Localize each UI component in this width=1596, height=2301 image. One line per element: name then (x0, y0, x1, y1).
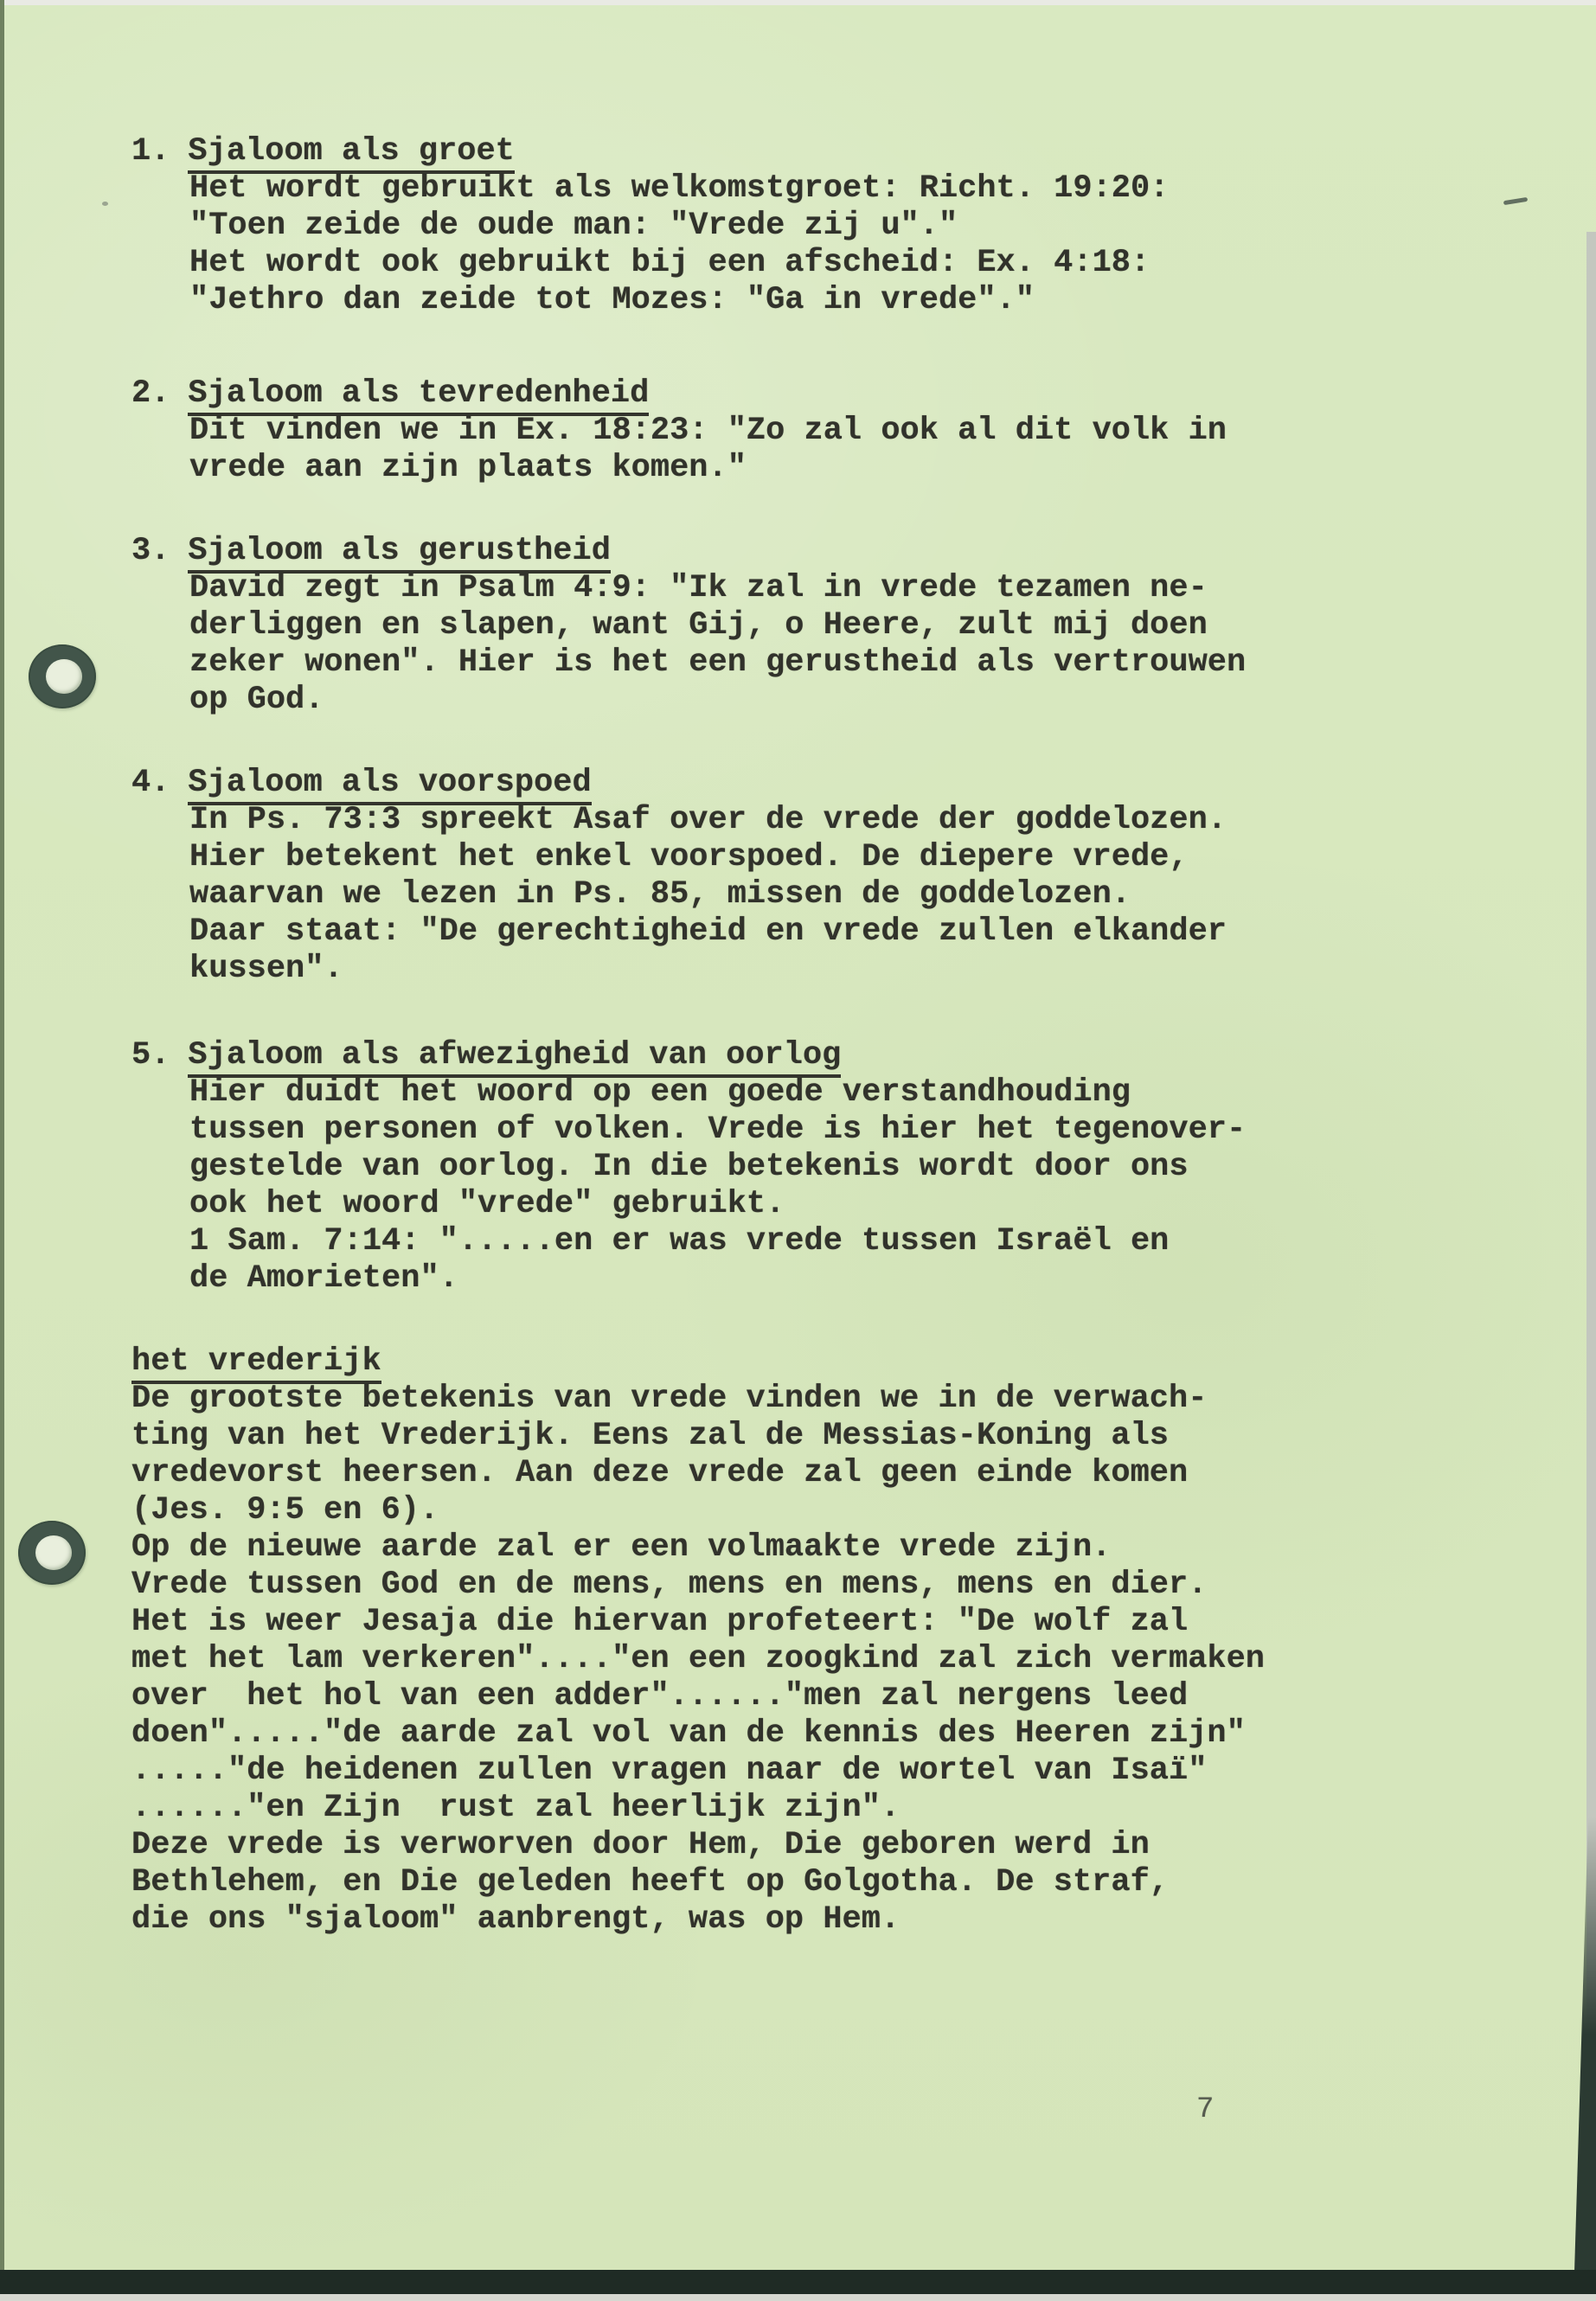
section-number: 4. (131, 765, 170, 801)
text-line: vrede aan zijn plaats komen." (189, 450, 747, 486)
text-line: vredevorst heersen. Aan deze vrede zal geen einde komen (131, 1455, 1189, 1491)
text-line: "Toen zeide de oude man: "Vrede zij u"." (189, 208, 958, 244)
text-line: derliggen en slapen, want Gij, o Heere, zult mij doen (189, 607, 1208, 644)
text-line: Hier duidt het woord op een goede verstandhouding (189, 1074, 1131, 1111)
text-line: de Amorieten". (189, 1260, 458, 1297)
section-heading-row (131, 1343, 1265, 1381)
text-line: tussen personen of volken. Vrede is hier het tegenover- (189, 1112, 1247, 1148)
scan-edge-bottom (0, 2270, 1596, 2294)
text-line: In Ps. 73:3 spreekt Asaf over de vrede der goddelozen. (189, 802, 1227, 838)
section-heading: Sjaloom als voorspoed (188, 765, 591, 805)
text-line: kussen". (189, 951, 343, 987)
section-number: 1. (131, 133, 170, 170)
text-line: ....."de heidenen zullen vragen naar de wortel van Isaï" (131, 1753, 1208, 1789)
section-heading: het vrederijk (131, 1343, 381, 1384)
section-heading: Sjaloom als gerustheid (188, 533, 610, 574)
text-line: Deze vrede is verworven door Hem, Die geboren werd in (131, 1827, 1150, 1863)
section (131, 375, 1227, 487)
text-line: ook het woord "vrede" gebruikt. (189, 1186, 785, 1222)
hole-punch (18, 1521, 86, 1585)
page-number: 7 (1196, 2093, 1215, 2126)
section-heading-row (131, 533, 1246, 570)
text-line: waarvan we lezen in Ps. 85, missen de goddelozen. (189, 876, 1131, 913)
section (131, 1037, 1246, 1298)
text-line: ting van het Vrederijk. Eens zal de Messias-Koning als (131, 1418, 1169, 1454)
text-line: Vrede tussen God en de mens, mens en mens, mens en dier. (131, 1567, 1208, 1603)
text-line: Daar staat: "De gerechtigheid en vrede zullen elkander (189, 913, 1227, 950)
text-line: Bethlehem, en Die geleden heeft op Golgotha. De straf, (131, 1864, 1169, 1900)
text-line: Hier betekent het enkel voorspoed. De diepere vrede, (189, 839, 1189, 875)
text-line: doen"....."de aarde zal vol van de kennis des Heeren zijn" (131, 1715, 1246, 1752)
section-heading-row (131, 1037, 1246, 1074)
section (131, 533, 1246, 719)
section-heading: Sjaloom als afwezigheid van oorlog (188, 1037, 841, 1078)
section-heading-row (131, 375, 1227, 413)
section-heading-row (131, 765, 1227, 802)
text-line: met het lam verkeren"...."en een zoogkind zal zich vermaken (131, 1641, 1266, 1677)
text-line: die ons "sjaloom" aanbrengt, was op Hem. (131, 1901, 901, 1938)
section-number: 3. (131, 533, 170, 569)
text-line: De grootste betekenis van vrede vinden we in de verwach- (131, 1381, 1208, 1417)
pen-mark (1503, 197, 1528, 205)
text-line: "Jethro dan zeide tot Mozes: "Ga in vrede"." (189, 282, 1035, 318)
text-line: gestelde van oorlog. In die betekenis wordt door ons (189, 1149, 1189, 1185)
section-heading-row (131, 133, 1169, 170)
text-line: Het wordt gebruikt als welkomstgroet: Richt. 19:20: (189, 170, 1170, 207)
text-line: op God. (189, 682, 324, 718)
text-line: 1 Sam. 7:14: ".....en er was vrede tussen Israël en (189, 1223, 1170, 1259)
section (131, 1343, 1265, 1939)
text-line: Het wordt ook gebruikt bij een afscheid: Ex. 4:18: (189, 245, 1151, 281)
section-heading: Sjaloom als groet (188, 133, 514, 174)
text-line: Het is weer Jesaja die hiervan profeteert: "De wolf zal (131, 1604, 1189, 1640)
section (131, 133, 1169, 319)
section-number: 2. (131, 375, 170, 412)
paper-speck (102, 202, 108, 206)
text-line: over het hol van een adder"......"men zal nergens leed (131, 1678, 1189, 1715)
text-line: zeker wonen". Hier is het een gerustheid als vertrouwen (189, 644, 1247, 681)
section-number: 5. (131, 1037, 170, 1074)
section (131, 765, 1227, 988)
section-heading: Sjaloom als tevredenheid (188, 375, 649, 416)
text-line: Op de nieuwe aarde zal er een volmaakte vrede zijn. (131, 1529, 1112, 1566)
hole-punch (29, 644, 96, 708)
scan-edge-bottom-outer (0, 2294, 1596, 2301)
scan-edge-left (0, 0, 4, 2301)
text-line: David zegt in Psalm 4:9: "Ik zal in vrede tezamen ne- (189, 570, 1208, 606)
scan-edge-top (0, 0, 1596, 5)
scan-edge-right-shadow (1574, 1817, 1596, 2301)
text-line: Dit vinden we in Ex. 18:23: "Zo zal ook al dit volk in (189, 413, 1227, 449)
text-line: (Jes. 9:5 en 6). (131, 1492, 439, 1529)
text-line: ......"en Zijn rust zal heerlijk zijn". (131, 1790, 901, 1826)
